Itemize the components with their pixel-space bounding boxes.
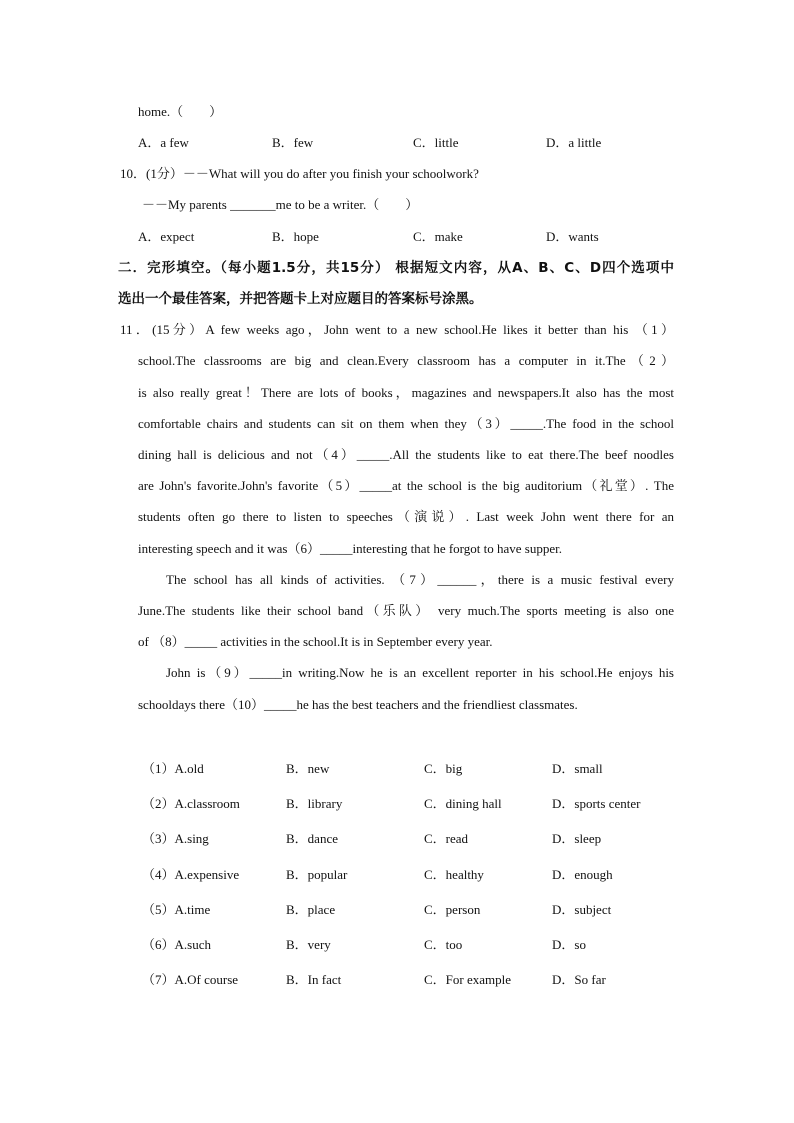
passage-line: John is（9）_____in writing.Now he is an excellent reporter in his school.He enjoys his — [166, 665, 674, 680]
cloze-option: C．read — [424, 831, 469, 846]
cloze-option: D．small — [552, 761, 603, 776]
cloze-option: B．dance — [286, 831, 338, 846]
passage-line: are John's favorite.John's favorite（5）_____at the school is the big auditorium（礼堂）. The — [138, 478, 674, 493]
cloze-option: D．sleep — [552, 831, 602, 846]
q10-option-d: D．wants — [546, 229, 599, 244]
cloze-option: （1）A.old — [142, 761, 204, 776]
cloze-option: B．popular — [286, 867, 348, 882]
cloze-option: B．place — [286, 902, 336, 917]
passage-line: June.The students like their school band（乐队） very much.The sports meeting is also one — [138, 603, 674, 618]
cloze-option: （6）A.such — [142, 937, 211, 952]
cloze-option: B．very — [286, 937, 331, 952]
cloze-option: B．In fact — [286, 972, 342, 987]
passage-line: students often go there to listen to speeches（演说）. Last week John went there for an — [138, 509, 674, 524]
q9-option-c: C．little — [413, 135, 459, 150]
cloze-option: C．For example — [424, 972, 512, 987]
cloze-option: C．dining hall — [424, 796, 502, 811]
passage-line: interesting speech and it was（6）_____interesting that he forgot to have supper. — [138, 541, 562, 556]
q9-option-a: A．a few — [138, 135, 189, 150]
cloze-option: （5）A.time — [142, 902, 211, 917]
cloze-option: （7）A.Of course — [142, 972, 239, 987]
passage-line: of （8）_____ activities in the school.It is in September every year. — [138, 634, 493, 649]
cloze-option: B．new — [286, 761, 330, 776]
passage-line: 11．(15分）A few weeks ago，John went to a new school.He likes it better than his （1） — [120, 322, 674, 337]
passage-line: dining hall is delicious and not（4）_____.All the students like to eat there.The beef noodles — [138, 447, 674, 462]
cloze-option: D．so — [552, 937, 586, 952]
q10-option-c: C．make — [413, 229, 463, 244]
passage-line: The school has all kinds of activities. （7）______，there is a music festival every — [166, 572, 674, 587]
q10-dialog: －－My parents _______me to be a writer.（ ） — [142, 197, 419, 212]
q10-stem: 10．(1分）－－What will you do after you finish your schoolwork? — [120, 166, 479, 181]
cloze-option: （4）A.expensive — [142, 867, 240, 882]
cloze-option: D．sports center — [552, 796, 641, 811]
q9-stem-end: home.（ ） — [138, 104, 223, 119]
cloze-option: B．library — [286, 796, 343, 811]
cloze-option: （2）A.classroom — [142, 796, 240, 811]
passage-line: is also really great！There are lots of books，magazines and newspapers.It also has the most — [138, 385, 674, 400]
cloze-option: D．subject — [552, 902, 612, 917]
cloze-option: （3）A.sing — [142, 831, 209, 846]
cloze-option: C．person — [424, 902, 481, 917]
passage-line: school.The classrooms are big and clean.Every classroom has a computer in it.The（2） — [138, 353, 674, 368]
q10-option-a: A．expect — [138, 229, 195, 244]
cloze-option: D．So far — [552, 972, 606, 987]
cloze-option: C．too — [424, 937, 463, 952]
q9-option-b: B．few — [272, 135, 314, 150]
q9-option-d: D．a little — [546, 135, 602, 150]
passage-line: schooldays there（10）_____he has the best teachers and the friendliest classmates. — [138, 697, 578, 712]
cloze-option: D．enough — [552, 867, 613, 882]
cloze-option: C．big — [424, 761, 463, 776]
cloze-option: C．healthy — [424, 867, 484, 882]
section-instruction: 选出一个最佳答案，并把答题卡上对应题目的答案标号涂黑。 — [118, 291, 483, 307]
section-heading: 二．完形填空。（每小题1.5分，共15分） 根据短文内容，从A、B、C、D四个选项中 — [118, 260, 674, 276]
passage-line: comfortable chairs and students can sit on them when they（3）_____.The food in the school — [138, 416, 674, 431]
q10-option-b: B．hope — [272, 229, 319, 244]
